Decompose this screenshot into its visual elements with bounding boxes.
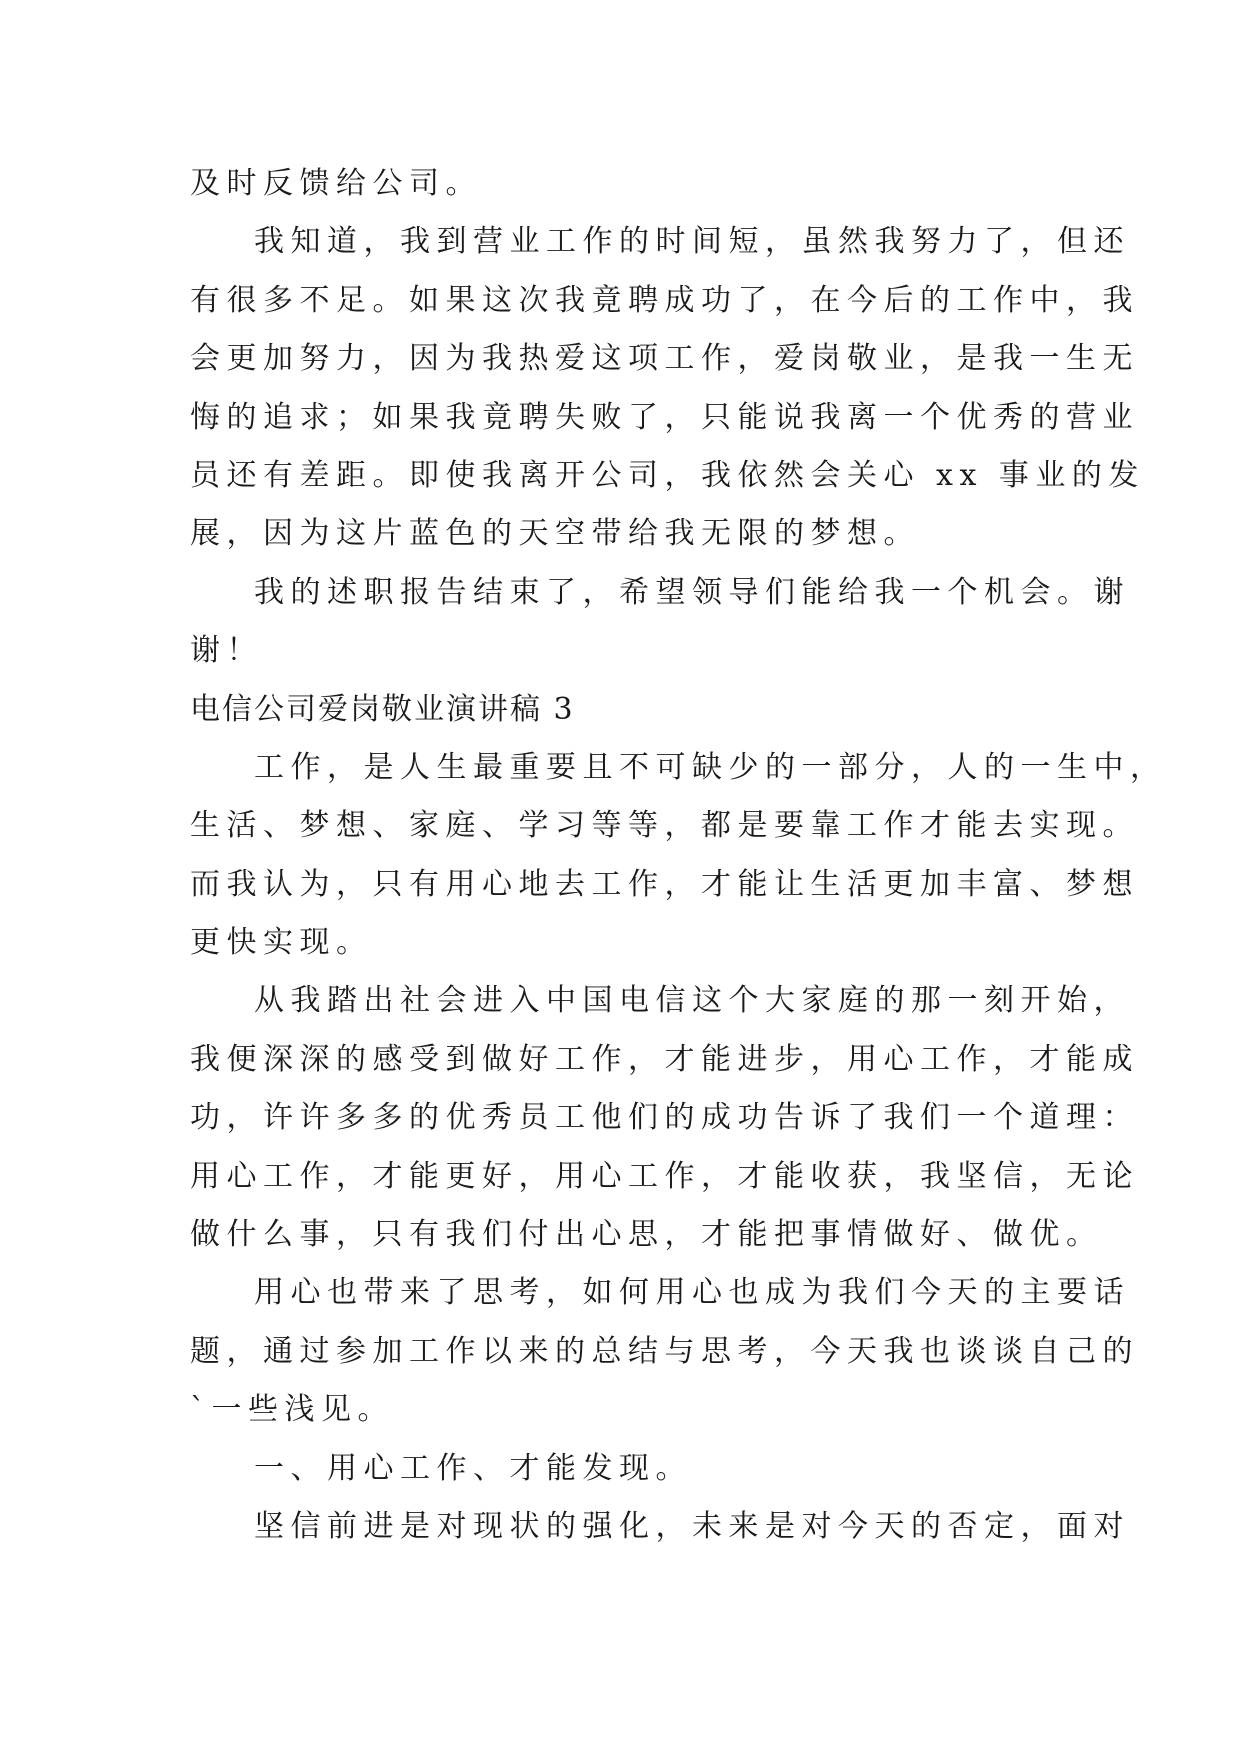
text-line: 坚信前进是对现状的强化，未来是对今天的否定，面对 (254, 1508, 1130, 1544)
text-line: 用心也带来了思考，如何用心也成为我们今天的主要话 (254, 1275, 1130, 1311)
text-line: 谢！ (190, 633, 263, 669)
text-line: 生活、梦想、家庭、学习等等，都是要靠工作才能去实现。 (190, 808, 1139, 844)
document-body (190, 155, 1167, 1556)
text-line: 用心工作，才能更好，用心工作，才能收获，我坚信，无论 (190, 1158, 1139, 1194)
text-line: 一、用心工作、才能发现。 (254, 1450, 692, 1486)
text-line: 会更加努力，因为我热爱这项工作，爱岗敬业，是我一生无 (190, 341, 1139, 377)
text-line: 悔的追求；如果我竟聘失败了，只能说我离一个优秀的营业 (190, 399, 1139, 435)
text-line: 我知道，我到营业工作的时间短，虽然我努力了，但还 (254, 224, 1130, 260)
text-line: 员还有差距。即使我离开公司，我依然会关心 xx 事业的发 (190, 457, 1145, 493)
text-line: 做什么事，只有我们付出心思，才能把事情做好、做优。 (190, 1217, 1103, 1253)
text-line: 有很多不足。如果这次我竟聘成功了，在今后的工作中，我 (190, 282, 1139, 318)
text-line: 从我踏出社会进入中国电信这个大家庭的那一刻开始， (254, 983, 1130, 1019)
text-line: 及时反馈给公司。 (190, 166, 482, 201)
section-heading: 电信公司爱岗敬业演讲稿 3 (190, 691, 575, 727)
text-line: 展，因为这片蓝色的天空带给我无限的梦想。 (190, 516, 920, 552)
text-line: 更快实现。 (190, 925, 373, 961)
text-line: 题，通过参加工作以来的总结与思考，今天我也谈谈自己的 (190, 1333, 1139, 1369)
text-line: 我的述职报告结束了，希望领导们能给我一个机会。谢 (254, 574, 1130, 610)
text-line: `一些浅见。 (190, 1392, 394, 1428)
text-line: 我便深深的感受到做好工作，才能进步，用心工作，才能成 (190, 1041, 1139, 1077)
text-line: 功，许许多多的优秀员工他们的成功告诉了我们一个道理： (190, 1100, 1139, 1136)
text-line: 而我认为，只有用心地去工作，才能让生活更加丰富、梦想 (190, 866, 1139, 902)
text-line: 工作，是人生最重要且不可缺少的一部分，人的一生中， (254, 749, 1167, 785)
